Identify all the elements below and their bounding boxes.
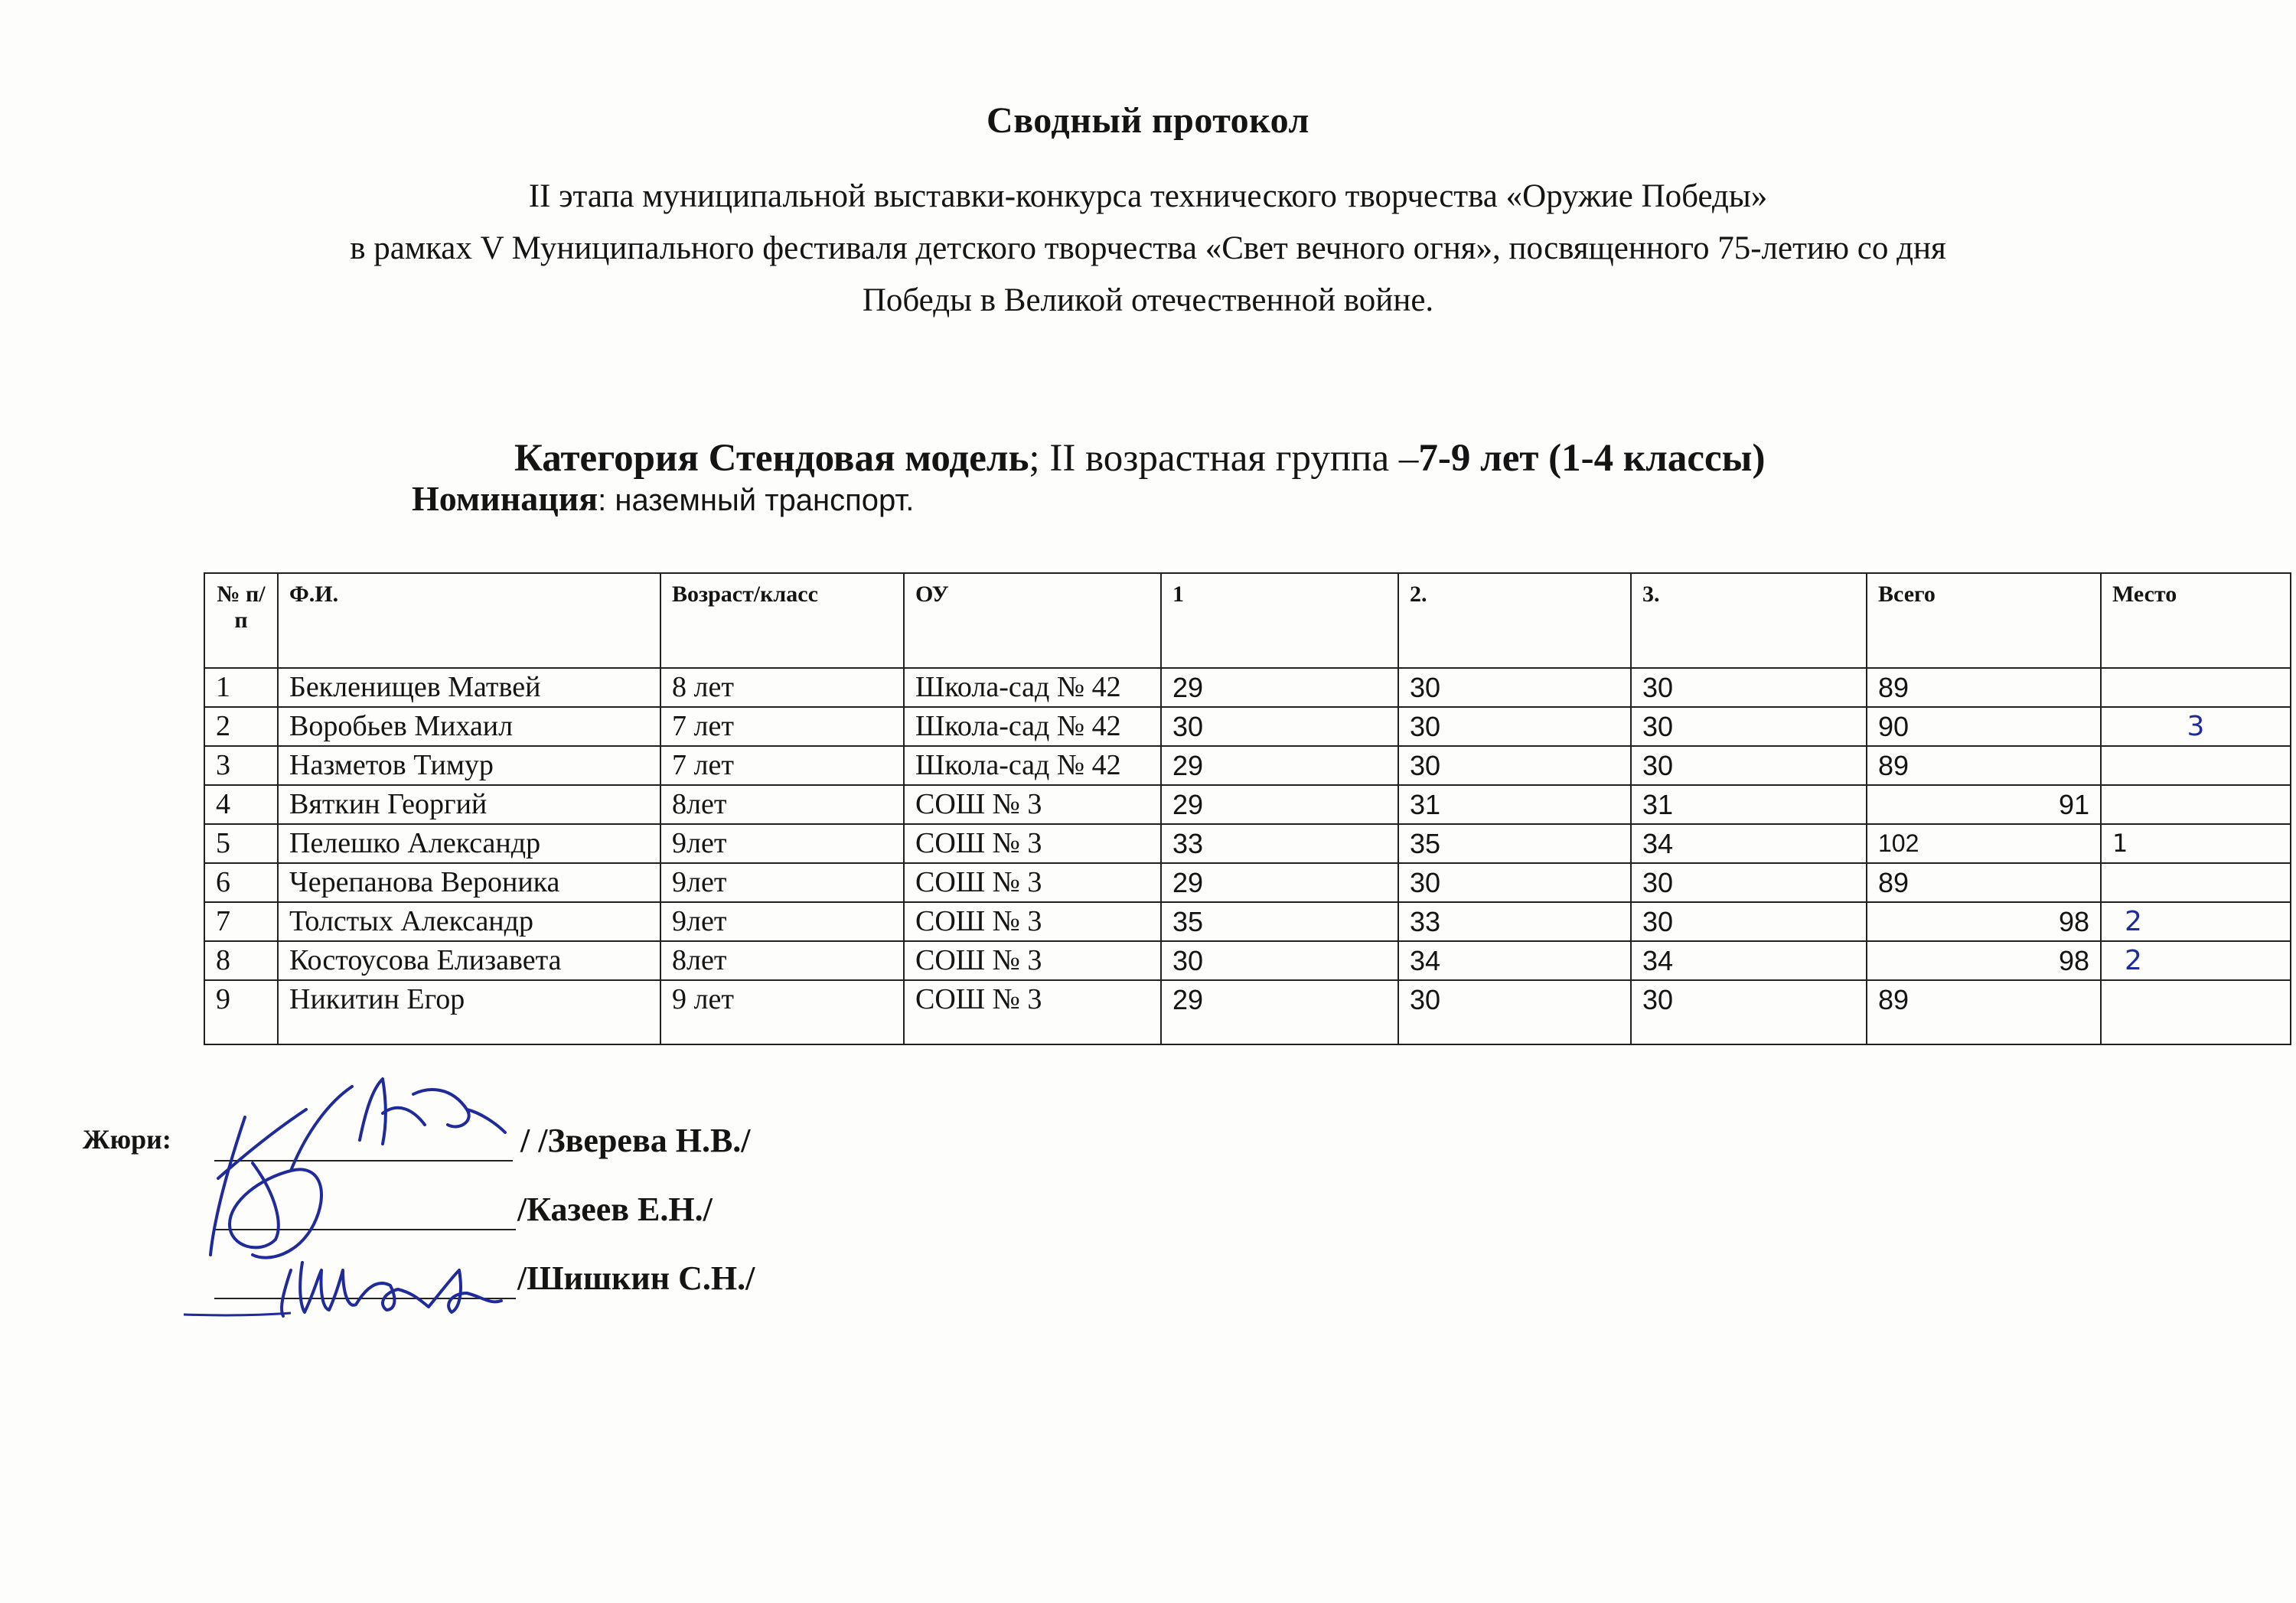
cell-score-2: 34 (1398, 941, 1631, 980)
cell-age: 9 лет (660, 980, 904, 1044)
cell-school: СОШ № 3 (904, 824, 1161, 863)
category-separator: ; (1029, 437, 1040, 480)
table-row (204, 746, 2291, 785)
cell-number: 8 (204, 941, 278, 980)
cell-score-1: 35 (1161, 902, 1398, 941)
cell-place-handwritten: 2 (2101, 941, 2291, 980)
header-age: Возраст/класс (660, 573, 904, 668)
header-number: № п/п (204, 573, 278, 668)
cell-school: СОШ № 3 (904, 863, 1161, 902)
cell-number: 3 (204, 746, 278, 785)
table-row (204, 980, 2291, 1044)
cell-score-3: 30 (1631, 668, 1867, 707)
cell-total: 89 (1867, 980, 2101, 1044)
cell-score-1: 30 (1161, 707, 1398, 746)
cell-total: 89 (1867, 746, 2101, 785)
cell-name: Костоусова Елизавета (278, 941, 660, 980)
cell-school: Школа-сад № 42 (904, 668, 1161, 707)
cell-score-3: 31 (1631, 785, 1867, 824)
age-range: 7-9 лет (1-4 классы) (1418, 437, 1766, 480)
cell-age: 8лет (660, 785, 904, 824)
cell-score-1: 29 (1161, 746, 1398, 785)
cell-age: 9лет (660, 902, 904, 941)
cell-age: 9лет (660, 824, 904, 863)
cell-place (2101, 863, 2291, 902)
cell-score-3: 30 (1631, 980, 1867, 1044)
signature-kazeev (210, 1087, 352, 1258)
cell-place (2101, 980, 2291, 1044)
jury-member-name: /Шишкин С.Н./ (517, 1259, 755, 1297)
cell-total: 91 (1867, 785, 2101, 824)
nomination-line (412, 478, 914, 519)
cell-score-3: 34 (1631, 941, 1867, 980)
cell-place-handwritten: 3 (2101, 707, 2291, 746)
cell-score-2: 30 (1398, 746, 1631, 785)
table-row (204, 902, 2291, 941)
cell-number: 6 (204, 863, 278, 902)
subtitle-line-1: II этапа муниципальной выставки-конкурса технического творчества «Оружие Победы» (528, 178, 1768, 214)
cell-age: 7 лет (660, 707, 904, 746)
cell-place (2101, 746, 2291, 785)
cell-number: 1 (204, 668, 278, 707)
cell-place: 1 (2101, 824, 2291, 863)
cell-name: Воробьев Михаил (278, 707, 660, 746)
cell-score-1: 29 (1161, 980, 1398, 1044)
cell-number: 4 (204, 785, 278, 824)
cell-score-3: 34 (1631, 824, 1867, 863)
cell-score-2: 33 (1398, 902, 1631, 941)
nomination-value: : наземный транспорт. (598, 484, 915, 517)
header-name: Ф.И. (278, 573, 660, 668)
cell-total: 89 (1867, 668, 2101, 707)
signature-line (214, 1269, 516, 1299)
cell-number: 5 (204, 824, 278, 863)
cell-school: Школа-сад № 42 (904, 707, 1161, 746)
cell-place-handwritten: 2 (2101, 902, 2291, 941)
signature-line (214, 1131, 513, 1162)
cell-total: 98 (1867, 902, 2101, 941)
cell-school: СОШ № 3 (904, 785, 1161, 824)
cell-score-2: 35 (1398, 824, 1631, 863)
cell-score-1: 29 (1161, 668, 1398, 707)
cell-total: 102 (1867, 824, 2101, 863)
table-row (204, 707, 2291, 746)
cell-name: Никитин Егор (278, 980, 660, 1044)
header-score-2: 2. (1398, 573, 1631, 668)
cell-score-1: 33 (1161, 824, 1398, 863)
cell-number: 7 (204, 902, 278, 941)
cell-name: Черепанова Вероника (278, 863, 660, 902)
document-title: Сводный протокол (987, 100, 1309, 141)
header-score-3: 3. (1631, 573, 1867, 668)
jury-label: Жюри: (83, 1124, 171, 1155)
cell-name: Вяткин Георгий (278, 785, 660, 824)
cell-school: СОШ № 3 (904, 941, 1161, 980)
subtitle-line-3: Победы в Великой отечественной войне. (862, 282, 1434, 318)
subtitle-line-2: в рамках V Муниципального фестиваля детского творчества «Свет вечного огня», посвященного 75-летию со дня (350, 230, 1946, 266)
category-line (514, 436, 1765, 481)
cell-name: Пелешко Александр (278, 824, 660, 863)
cell-age: 7 лет (660, 746, 904, 785)
cell-name: Назметов Тимур (278, 746, 660, 785)
age-group-label: II возрастная группа – (1039, 437, 1419, 480)
cell-score-2: 30 (1398, 668, 1631, 707)
header-school: ОУ (904, 573, 1161, 668)
cell-name: Толстых Александр (278, 902, 660, 941)
cell-number: 9 (204, 980, 278, 1044)
cell-total: 90 (1867, 707, 2101, 746)
cell-score-1: 29 (1161, 785, 1398, 824)
cell-age: 8лет (660, 941, 904, 980)
cell-score-2: 31 (1398, 785, 1631, 824)
cell-score-3: 30 (1631, 746, 1867, 785)
cell-school: СОШ № 3 (904, 980, 1161, 1044)
cell-school: СОШ № 3 (904, 902, 1161, 941)
header-total: Всего (1867, 573, 2101, 668)
cell-score-3: 30 (1631, 863, 1867, 902)
cell-age: 9лет (660, 863, 904, 902)
cell-school: Школа-сад № 42 (904, 746, 1161, 785)
cell-score-3: 30 (1631, 902, 1867, 941)
cell-place (2101, 668, 2291, 707)
results-table (204, 572, 2291, 1045)
cell-score-2: 30 (1398, 707, 1631, 746)
cell-score-2: 30 (1398, 980, 1631, 1044)
table-row (204, 941, 2291, 980)
cell-total: 98 (1867, 941, 2101, 980)
header-score-1: 1 (1161, 573, 1398, 668)
table-row (204, 668, 2291, 707)
cell-total: 89 (1867, 863, 2101, 902)
handwriting-mark (184, 1313, 291, 1315)
table-row (204, 785, 2291, 824)
cell-score-1: 30 (1161, 941, 1398, 980)
table-row (204, 824, 2291, 863)
cell-place (2101, 785, 2291, 824)
signature-line (214, 1200, 516, 1230)
cell-score-1: 29 (1161, 863, 1398, 902)
jury-member-name: /Казеев Е.Н./ (517, 1191, 713, 1228)
category-label: Категория Стендовая модель (514, 437, 1029, 480)
cell-age: 8 лет (660, 668, 904, 707)
cell-name: Бекленищев Матвей (278, 668, 660, 707)
table-row (204, 863, 2291, 902)
header-row (204, 573, 2291, 668)
nomination-label: Номинация (412, 479, 598, 518)
cell-number: 2 (204, 707, 278, 746)
cell-score-3: 30 (1631, 707, 1867, 746)
header-place: Место (2101, 573, 2291, 668)
cell-score-2: 30 (1398, 863, 1631, 902)
jury-member-name: / /Зверева Н.В./ (520, 1122, 751, 1159)
